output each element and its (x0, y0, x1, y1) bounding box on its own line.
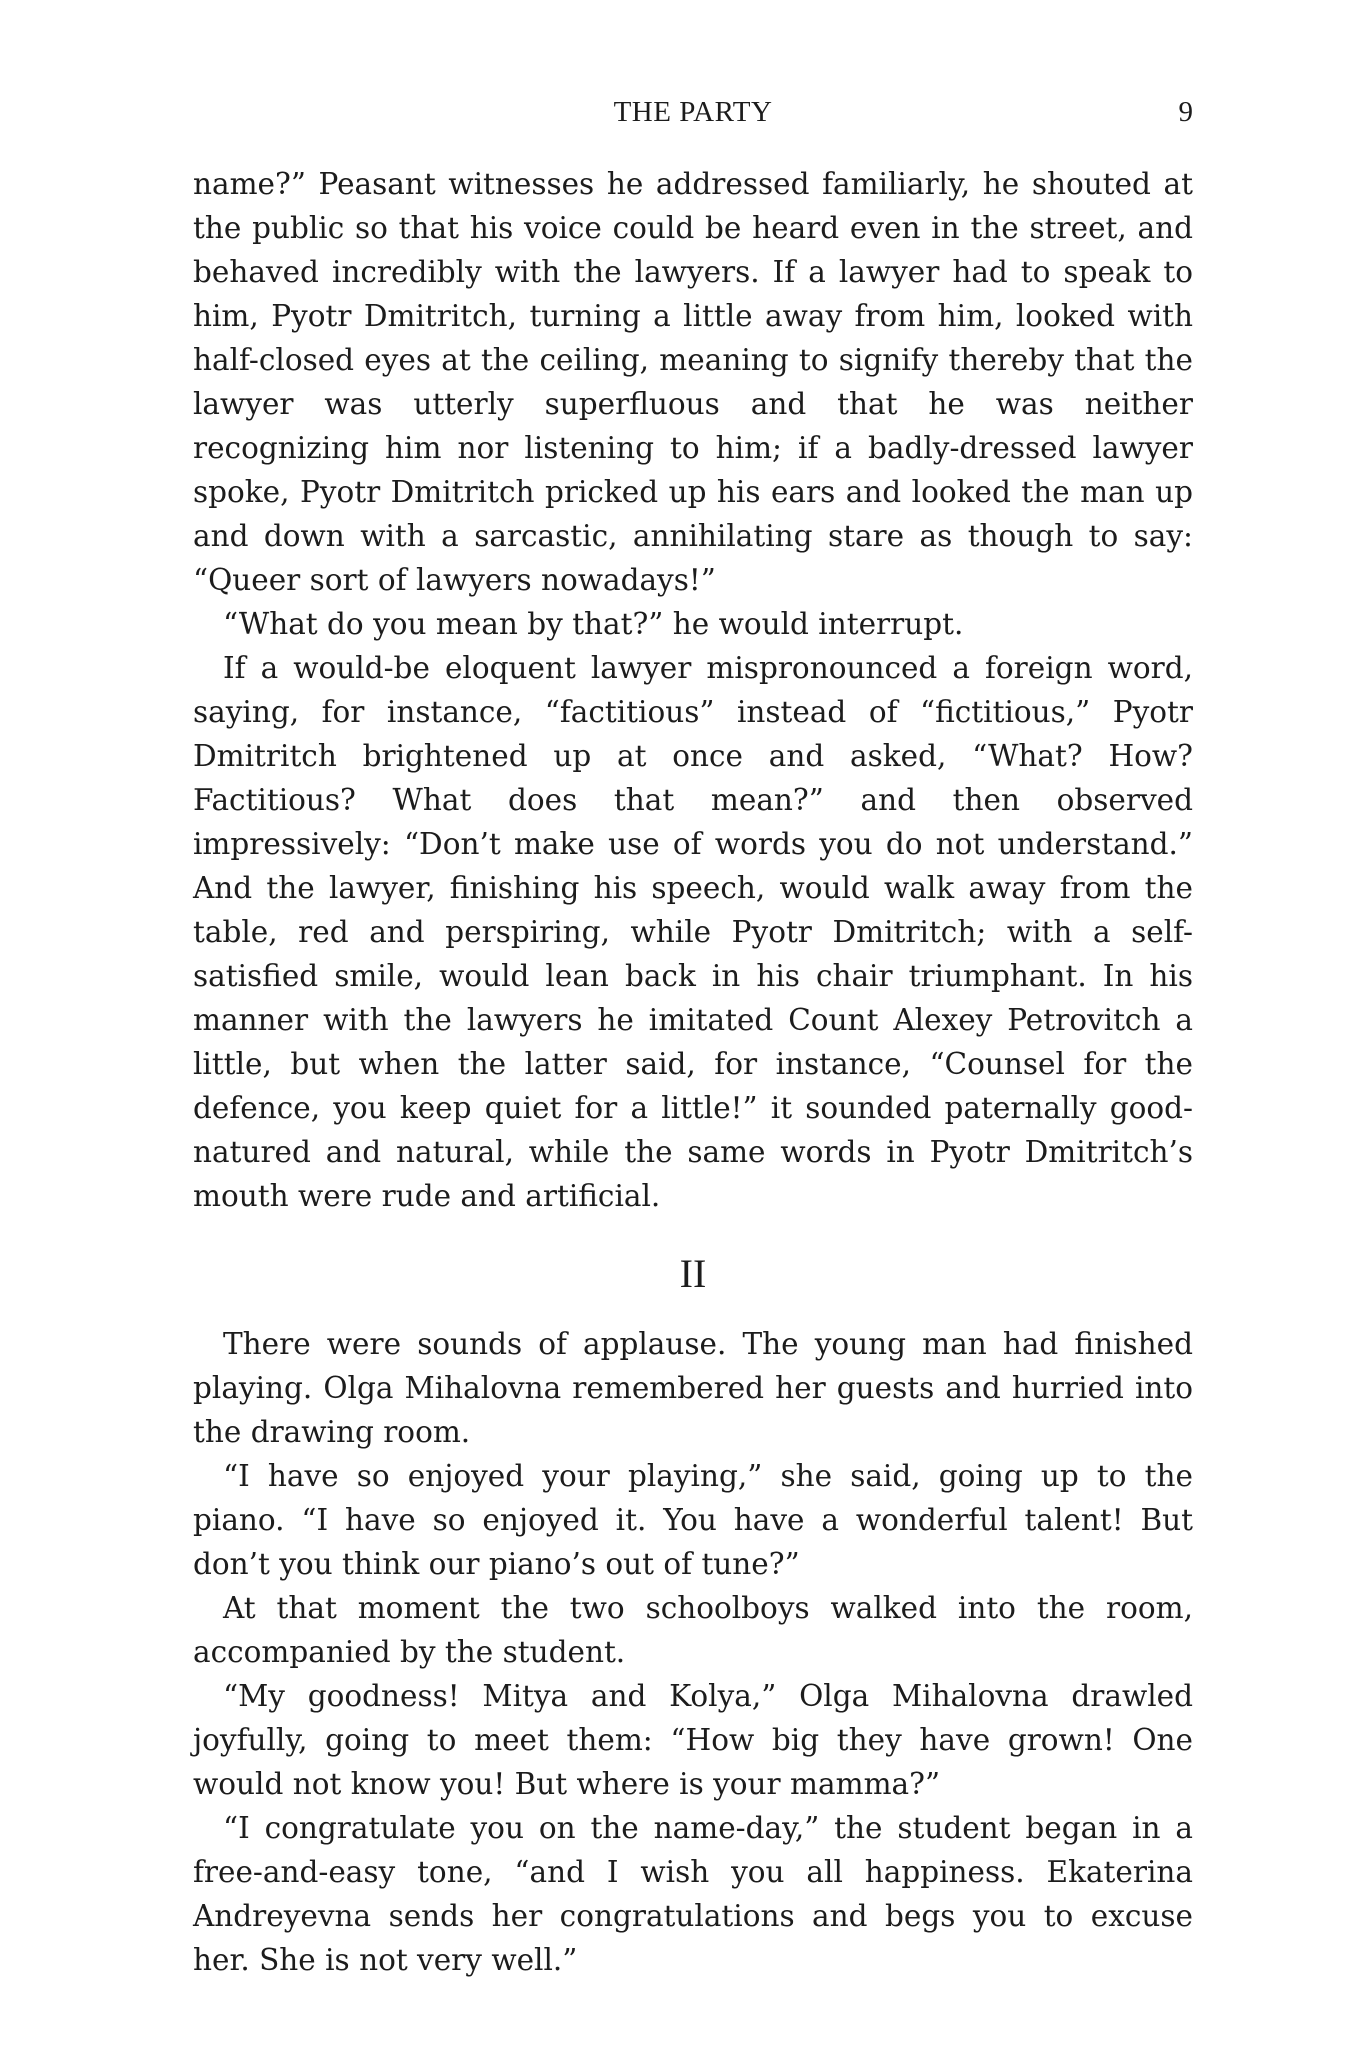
paragraph: At that moment the two schoolboys walked into the room, accompanied by the student. (193, 1591, 1193, 1669)
running-head (193, 96, 1193, 136)
body-text (193, 162, 1193, 1982)
page-number: 9 (1178, 96, 1193, 128)
section-heading: II (679, 1251, 707, 1296)
paragraph: There were sounds of applause. The young man had finished playing. Olga Mihalovna remembered her guests and hurried into the drawing room. (193, 1327, 1193, 1449)
paragraph: “I congratulate you on the name-day,” the student began in a free-and-easy tone, “and I wish you all happiness. Ekaterina Andreyevna sends her congratulations and begs you to excuse her. She is not very well.” (193, 1811, 1193, 1977)
running-title: THE PARTY (613, 96, 773, 128)
paragraph: “What do you mean by that?” he would interrupt. (223, 607, 964, 641)
paragraph: If a would-be eloquent lawyer mispronounced a foreign word, saying, for instance, “factitious” instead of “fictitious,” Pyotr Dmitritch brightened up at once and asked, “What? How? Factitious? What does that mean?” and then observed impressively: “Don’t make use of words you do not understand.” And the lawyer, finishing his speech, would walk away from the table, red and perspiring, while Pyotr Dmitritch; with a self-satisfied smile, would lean back in his chair triumphant. In his manner with the lawyers he imitated Count Alexey Petrovitch a little, but when the latter said, for instance, “Counsel for the defence, you keep quiet for a little!” it sounded paternally good-natured and natural, while the same words in Pyotr Dmitritch’s mouth were rude and artificial. (193, 651, 1193, 1213)
paragraph: “My goodness! Mitya and Kolya,” Olga Mihalovna drawled joyfully, going to meet them: “How big they have grown! One would not know you! But where is your mamma?” (193, 1679, 1193, 1801)
paragraph: name?” Peasant witnesses he addressed familiarly, he shouted at the public so that his voice could be heard even in the street, and behaved incredibly with the lawyers. If a lawyer had to speak to him, Pyotr Dmitritch, turning a little away from him, looked with half-closed eyes at the ceiling, meaning to signify thereby that the lawyer was utterly superfluous and that he was neither recognizing him nor listening to him; if a badly-dressed lawyer spoke, Pyotr Dmitritch pricked up his ears and looked the man up and down with a sarcastic, annihilating stare as though to say: “Queer sort of lawyers nowadays!” (193, 167, 1193, 597)
paragraph: “I have so enjoyed your playing,” she said, going up to the piano. “I have so enjoyed it. You have a wonderful talent! But don’t you think our piano’s out of tune?” (193, 1459, 1193, 1581)
